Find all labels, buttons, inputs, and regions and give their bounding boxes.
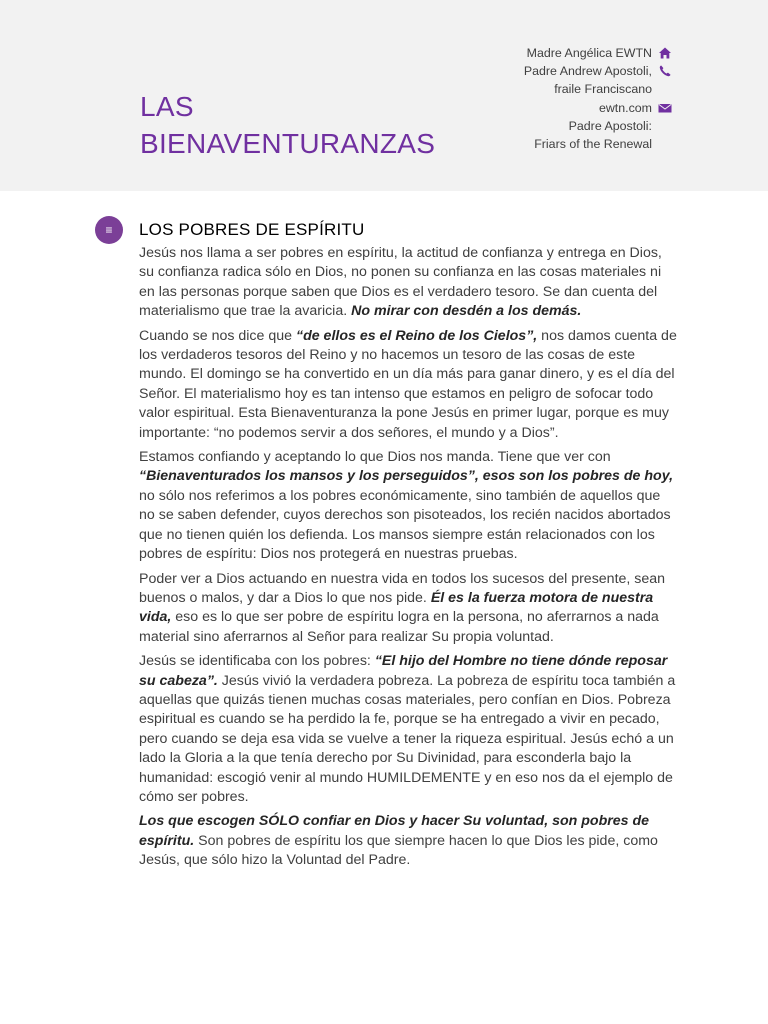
contact-source-text: Padre Apostoli:: [568, 118, 652, 133]
email-icon: [658, 101, 672, 115]
p2-pre: Cuando se nos dice que: [139, 327, 296, 344]
contact-phone-text: Padre Andrew Apostoli,: [523, 64, 652, 79]
page-title: [140, 88, 435, 162]
p2-emphasis: “de ellos es el Reino de los Cielos”,: [295, 327, 538, 344]
p2-post: nos damos cuenta de los verdaderos tesoros del Reino y no hacemos un tesoro de las cosas de este mundo. El domingo se ha convertido en un día más para ganar dinero, y es el día del Señor. El materialismo hoy es tan intenso que estamos en peligro de sofocar todo valor espiritual. Esta Bienaventuranza la pone Jesús en primer lugar, porque es muy importante: “no podemos servir a dos señores, el mundo y a Dios”.: [139, 327, 677, 441]
contact-community-text: Friars of the Renewal: [534, 137, 652, 152]
p5-post: Jesús vivió la verdadera pobreza. La pobreza de espíritu toca también a aquellas que quizás tienen muchas cosas materiales, pero confían en Dios. Pobreza espiritual es cuando se ha perdido la fe, porque se ha entregado a vivir en pecado, pero cuando se deja esa vida se vuelve a tener la riqueza espiritual. Jesús echó a un lado la Gloria a la que tenía derecho por Su Divinidad, para esconderla bajo la humanidad: escogió venir al mundo HUMILDEMENTE y en eso nos da el ejemplo de cómo ser pobres.: [139, 672, 676, 805]
p4-emphasis: Él es la fuerza motora de nuestra vida,: [139, 589, 654, 626]
p6-post: Son pobres de espíritu los que siempre hacen lo que Dios les pide, como Jesús, que sólo hizo la Voluntad del Padre.: [139, 832, 658, 869]
p4-pre: Poder ver a Dios actuando en nuestra vida en todos los sucesos del presente, sean buenos o malos, y dar a Dios lo que nos pide.: [139, 570, 666, 606]
header-band: [0, 0, 768, 191]
contact-author-text: Madre Angélica EWTN: [526, 46, 652, 60]
p5-emphasis: “El hijo del Hombre no tiene dónde reposar su cabeza”.: [139, 653, 668, 689]
p3-pre: Estamos confiando y aceptando lo que Dios nos manda. Tiene que ver con: [139, 449, 611, 466]
p4-post: eso es lo que ser pobre de espíritu logra en la persona, no aferrarnos a nada material sino aferrarnos al Señor para realizar Su propia voluntad.: [139, 609, 659, 645]
paragraph-3: [139, 448, 677, 564]
contact-line-source: [392, 117, 672, 135]
section-heading: LOS POBRES DE ESPÍRITU: [139, 220, 365, 239]
p3-emphasis: “Bienaventurados los mansos y los perseguidos”, esos son los pobres de hoy,: [139, 468, 674, 485]
title-line-1: LAS: [140, 91, 194, 122]
contact-web-text[interactable]: ewtn.com: [598, 100, 652, 115]
contact-order-text: fraile Franciscano: [554, 82, 652, 97]
contact-line-community: [392, 135, 672, 153]
paragraph-4: [139, 570, 677, 648]
phone-icon: [658, 64, 672, 78]
list-icon: ≡: [95, 216, 123, 244]
contact-line-author: [392, 44, 672, 62]
contact-line-web: [392, 99, 672, 117]
p1-text: Jesús nos llama a ser pobres en espíritu, la actitud de confianza y entrega en Dios, su confianza radica sólo en Dios, no ponen su confianza en las cosas materiales ni en las personas porque saben que Dios es el verdadero tesoro. Se dan cuenta del materialismo que trae la avaricia.: [139, 245, 662, 320]
paragraph-2: [139, 327, 677, 443]
paragraph-1: [139, 244, 677, 322]
home-icon: [658, 46, 672, 60]
p1-emphasis: No mirar con desdén a los demás.: [351, 303, 582, 320]
p5-pre: Jesús se identificaba con los pobres:: [139, 653, 375, 670]
paragraph-6: [139, 812, 677, 870]
contact-line-order: [392, 80, 672, 98]
p3-post: no sólo nos referimos a los pobres económicamente, sino también de aquellos que no se saben defender, cuyos derechos son pisoteados, los recién nacidos abortados que no tienen quién los defienda. Los mansos siempre están relacionados con los pobres de espíritu: Dios nos protegerá en nuestras pruebas.: [139, 487, 671, 563]
contact-line-phone: [392, 62, 672, 80]
contact-block: [392, 44, 672, 153]
section-body: [139, 244, 677, 876]
paragraph-5: [139, 652, 677, 807]
title-line-2: BIENAVENTURANZAS: [140, 128, 436, 159]
p6-emphasis: Los que escogen SÓLO confiar en Dios y hacer Su voluntad, son pobres de espíritu.: [139, 813, 650, 849]
